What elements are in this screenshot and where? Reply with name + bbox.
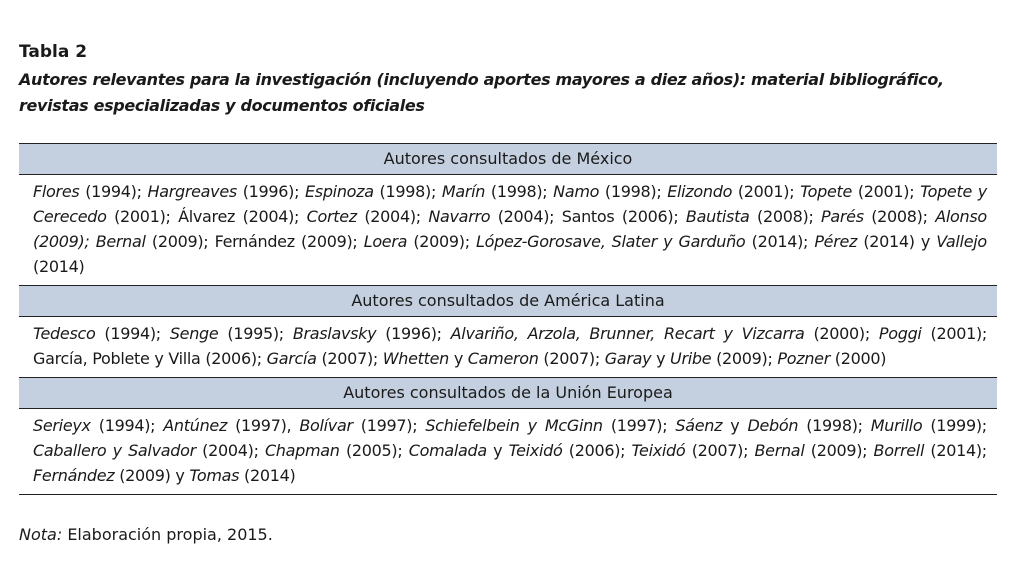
author-year: y: [453, 349, 463, 368]
author-year: (2014): [930, 441, 982, 460]
author-year: (2014): [244, 466, 296, 485]
author-entry: [409, 441, 509, 460]
author-entry: [605, 349, 670, 368]
entry-separator: ;: [430, 182, 442, 201]
author-name: Whetten: [382, 349, 450, 368]
entry-separator: ;: [155, 324, 170, 343]
author-entry: [364, 232, 476, 251]
author-year: (2014) y: [863, 232, 931, 251]
author-name: Topete y Cerecedo: [33, 182, 987, 226]
entry-separator: ;: [922, 207, 936, 226]
author-name: Antúnez: [163, 416, 228, 435]
author-year: (1997): [610, 416, 663, 435]
author-year: (1996): [385, 324, 437, 343]
author-name: Schiefelbein y McGinn: [425, 416, 603, 435]
author-name: Namo: [553, 182, 600, 201]
entry-separator: ;: [253, 441, 265, 460]
author-name: Debón: [747, 416, 799, 435]
table-label: Tabla 2: [19, 42, 88, 62]
author-entry: [33, 349, 267, 368]
author-entry: [468, 349, 605, 368]
author-entry: [215, 232, 364, 251]
author-entry: [293, 324, 451, 343]
entry-separator: ;: [542, 182, 554, 201]
author-name: Hargreaves: [147, 182, 237, 201]
author-entry: [562, 207, 686, 226]
author-year: y: [493, 441, 503, 460]
author-name: García: [266, 349, 317, 368]
author-entry: [299, 416, 425, 435]
section-latin-america: [19, 285, 997, 377]
author-year: (1997): [360, 416, 413, 435]
author-name: Álvarez: [178, 207, 236, 226]
author-name: Senge: [169, 324, 219, 343]
author-name: Teixidó: [631, 441, 686, 460]
author-name: Bautista: [685, 207, 750, 226]
section-body-mexico: [19, 175, 997, 285]
entry-separator: ;: [549, 207, 562, 226]
entry-separator: ;: [136, 182, 148, 201]
entry-separator: ;: [662, 416, 676, 435]
author-entry: [675, 416, 747, 435]
author-name: Alvariño, Arzola, Brunner, Recart y Vizcarra: [450, 324, 805, 343]
author-year: (1999): [930, 416, 982, 435]
author-year: (2004): [202, 441, 254, 460]
entry-separator: ;: [203, 232, 215, 251]
author-entry: [425, 416, 675, 435]
author-name: Bolívar: [299, 416, 353, 435]
author-year: (1998): [379, 182, 431, 201]
author-entry: [670, 349, 777, 368]
author-year: (2001): [857, 182, 910, 201]
entry-separator: ;: [464, 232, 477, 251]
author-name: Serieyx: [33, 416, 91, 435]
author-year: (1995): [227, 324, 279, 343]
section-body-european-union: [19, 409, 997, 494]
author-entry: [33, 441, 265, 460]
entry-separator: ;: [620, 441, 632, 460]
entry-separator: ;: [415, 207, 429, 226]
author-entry: [33, 182, 147, 201]
author-year: (2006): [568, 441, 621, 460]
section-header-european-union: Autores consultados de la Unión Europea: [19, 377, 997, 409]
author-name: Murillo: [870, 416, 923, 435]
author-name: Tedesco: [33, 324, 96, 343]
author-year: (2004): [497, 207, 550, 226]
author-year: (2009): [810, 441, 863, 460]
author-year: (2001): [737, 182, 790, 201]
author-year: (2001): [930, 324, 982, 343]
author-entry: [777, 349, 886, 368]
entry-separator: ;: [594, 349, 605, 368]
author-year: y: [656, 349, 666, 368]
author-entry: [307, 207, 429, 226]
entry-separator: ;: [436, 324, 451, 343]
table-caption: Autores relevantes para la investigación (incluyendo aportes mayores a diez años): material bibliográfico, revistas especializadas y documentos oficiales: [19, 70, 944, 115]
author-entry: [442, 182, 553, 201]
entry-separator: ;: [789, 182, 801, 201]
entry-separator: ;: [278, 324, 293, 343]
entry-separator: ;: [808, 207, 822, 226]
author-entry: [874, 441, 987, 460]
author-year: (2000): [834, 349, 887, 368]
author-entry: [267, 349, 383, 368]
author-year: (2007): [691, 441, 744, 460]
entry-separator: ;: [673, 207, 686, 226]
author-entry: [686, 207, 821, 226]
entry-separator: ;: [857, 416, 871, 435]
entry-separator: ;: [372, 349, 383, 368]
author-entry: [265, 441, 409, 460]
author-year: (2007): [543, 349, 595, 368]
note-label: Nota:: [19, 525, 63, 544]
author-entry: [667, 182, 800, 201]
author-name: Loera: [363, 232, 408, 251]
entry-separator: ;: [767, 349, 778, 368]
author-name: García, Poblete y Villa: [33, 349, 201, 368]
author-name: Poggi: [878, 324, 922, 343]
author-year: (2009) y: [119, 466, 185, 485]
author-entry: [476, 232, 814, 251]
author-name: Santos: [561, 207, 615, 226]
author-name: Cortez: [306, 207, 357, 226]
entry-separator: ;: [803, 232, 815, 251]
author-entry: [754, 441, 873, 460]
author-year: (2009): [716, 349, 768, 368]
author-name: Chapman: [264, 441, 340, 460]
author-name: Teixidó: [508, 441, 563, 460]
author-year: (2014): [33, 257, 85, 276]
author-year: (2009): [301, 232, 353, 251]
author-year: (2005): [345, 441, 398, 460]
author-name: Vallejo: [936, 232, 987, 251]
entry-separator: ;: [981, 416, 987, 435]
author-entry: [33, 324, 170, 343]
author-year: (2006): [621, 207, 674, 226]
author-entry: [553, 182, 667, 201]
entry-separator: ;: [743, 441, 755, 460]
entry-separator: ;: [294, 182, 305, 201]
author-name: Cameron: [467, 349, 539, 368]
author-name: Parés: [821, 207, 864, 226]
section-header-mexico: Autores consultados de México: [19, 143, 997, 175]
author-entry: [96, 232, 215, 251]
entry-separator: ;: [864, 324, 879, 343]
author-name: Comalada: [408, 441, 487, 460]
author-name: Navarro: [428, 207, 491, 226]
author-name: Topete: [800, 182, 853, 201]
author-entry: [879, 324, 987, 343]
author-name: Marín: [441, 182, 486, 201]
author-name: Borrell: [873, 441, 925, 460]
author-name: Bernal: [95, 232, 146, 251]
author-entry: [305, 182, 442, 201]
author-entry: [170, 324, 293, 343]
entry-separator: ;: [981, 324, 987, 343]
author-name: Uribe: [670, 349, 712, 368]
author-year: (1998): [806, 416, 858, 435]
author-name: Espinoza: [304, 182, 374, 201]
entry-separator: ;: [352, 232, 364, 251]
author-name: Sáenz: [675, 416, 723, 435]
author-entry: [451, 324, 879, 343]
entry-separator: ;: [256, 349, 267, 368]
author-entry: [871, 416, 987, 435]
author-name: Flores: [33, 182, 80, 201]
author-year: (2001): [114, 207, 166, 226]
author-year: (1997),: [235, 416, 292, 435]
author-entry: [33, 466, 189, 485]
entry-separator: ;: [294, 207, 307, 226]
section-header-latin-america: Autores consultados de América Latina: [19, 285, 997, 317]
section-mexico: [19, 143, 997, 285]
author-name: Bernal: [754, 441, 805, 460]
author-entry: [33, 416, 163, 435]
note-text: Elaboración propia, 2015.: [62, 525, 273, 544]
author-year: (1994): [98, 416, 151, 435]
entry-separator: ;: [909, 182, 921, 201]
author-year: (2009): [413, 232, 465, 251]
section-body-latin-america: [19, 317, 997, 377]
author-name: Braslavsky: [292, 324, 377, 343]
authors-table: [19, 143, 997, 495]
author-entry: [632, 441, 755, 460]
author-year: (2014): [751, 232, 804, 251]
author-year: (2006): [205, 349, 257, 368]
author-entry: [428, 207, 561, 226]
author-name: López-Gorosave, Slater y Garduño: [476, 232, 746, 251]
author-name: Pérez: [814, 232, 858, 251]
entry-separator: ;: [656, 182, 668, 201]
author-name: Pozner: [777, 349, 830, 368]
author-entry: [800, 182, 920, 201]
author-entry: [814, 232, 936, 251]
author-year: (1996): [242, 182, 295, 201]
author-year: (1998): [490, 182, 543, 201]
author-year: (1994): [85, 182, 137, 201]
author-year: (1998): [604, 182, 657, 201]
author-name: Tomas: [189, 466, 240, 485]
author-year: y: [730, 416, 740, 435]
author-year: (2007): [321, 349, 373, 368]
entry-separator: ;: [397, 441, 409, 460]
author-name: Caballero y Salvador: [33, 441, 196, 460]
section-european-union: [19, 377, 997, 494]
author-entry: [178, 207, 307, 226]
author-year: (2004): [242, 207, 295, 226]
author-entry: [383, 349, 468, 368]
author-year: (2004): [364, 207, 416, 226]
author-entry: [147, 182, 305, 201]
author-entry: [821, 207, 935, 226]
table-note: [19, 524, 273, 546]
entry-separator: ;: [150, 416, 164, 435]
author-name: Fernández: [214, 232, 295, 251]
author-year: (2009): [151, 232, 204, 251]
author-entry: [509, 441, 632, 460]
author-entry: [189, 466, 295, 485]
author-name: Alonso (2009);: [33, 207, 987, 251]
author-entry: [163, 416, 299, 435]
entry-separator: ;: [165, 207, 179, 226]
author-year: (1994): [104, 324, 156, 343]
author-year: (2008): [871, 207, 923, 226]
entry-separator: ;: [862, 441, 874, 460]
entry-separator: ;: [412, 416, 426, 435]
entry-separator: ;: [981, 441, 987, 460]
author-year: (2008): [757, 207, 809, 226]
author-name: Garay: [604, 349, 652, 368]
author-entry: [747, 416, 870, 435]
author-name: Fernández: [33, 466, 115, 485]
author-year: (2000): [813, 324, 865, 343]
author-name: Elizondo: [667, 182, 733, 201]
